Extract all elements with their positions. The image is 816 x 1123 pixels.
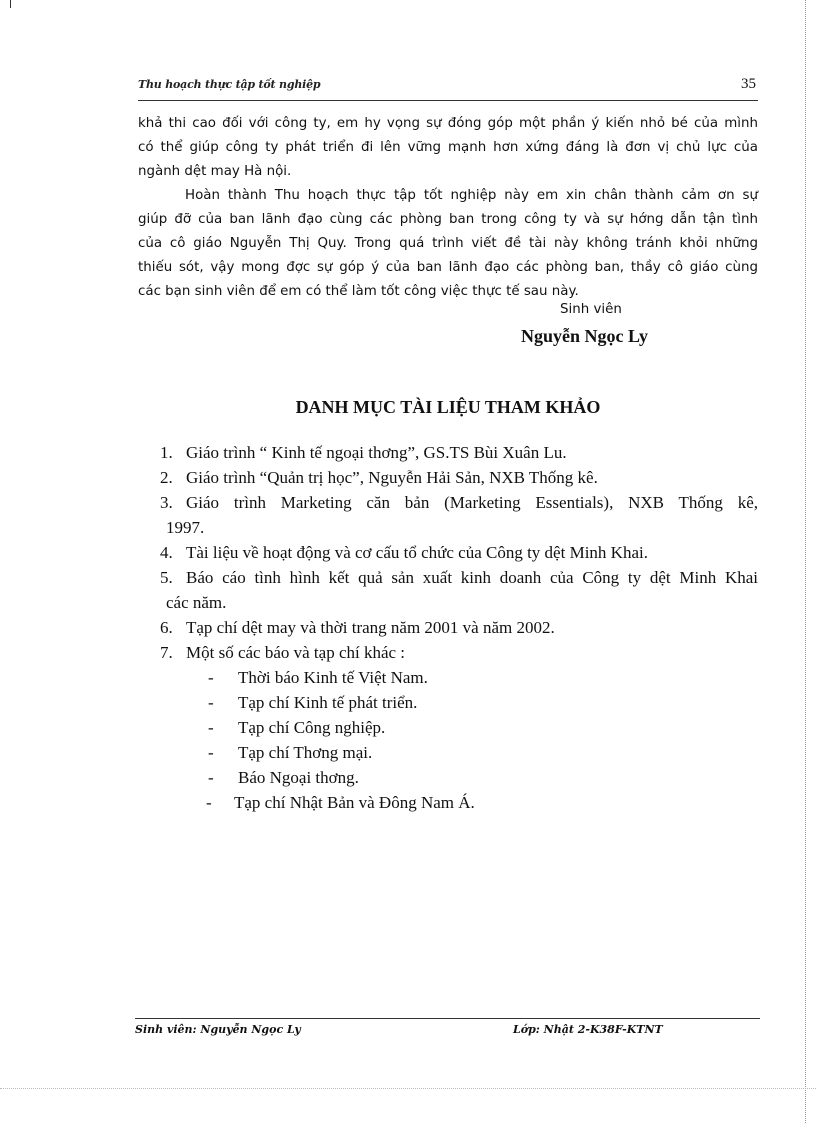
dash-bullet: - — [208, 743, 214, 762]
dash-bullet: - — [206, 793, 212, 812]
sub-item-text: Tạp chí Thơng mại. — [238, 743, 373, 762]
sub-list-item — [160, 740, 758, 765]
sub-item-text: Báo Ngoại thơng. — [238, 768, 359, 787]
signature-role: Sinh viên — [560, 302, 622, 317]
corner-mark — [0, 0, 11, 8]
paragraph-conclusion — [138, 112, 758, 184]
reference-item — [160, 640, 758, 815]
sub-item-text: Tạp chí Công nghiệp. — [238, 718, 386, 737]
sub-list — [160, 665, 758, 815]
page-bottom-line — [0, 1087, 816, 1089]
references-list — [160, 440, 758, 815]
paragraph-thanks — [138, 184, 758, 304]
reference-text: Tài liệu về hoạt động và cơ cấu tổ chức của Công ty dệt Minh Khai. — [186, 543, 648, 562]
text-line: của cô giáo Nguyễn Thị Quy. Trong quá trình viết đề tài này không tránh khỏi những — [138, 236, 758, 251]
text-line: ngành dệt may Hà nội. — [138, 164, 292, 179]
text-line: thiếu sót, vậy mong đợc sự góp ý của ban lãnh đạo các phòng ban, thầy cô giáo cùng — [138, 260, 758, 275]
page-header — [138, 76, 758, 101]
reference-number: 5. — [160, 568, 173, 587]
reference-number: 3. — [160, 493, 173, 512]
reference-text: Một số các báo và tạp chí khác : — [186, 643, 406, 662]
page-footer — [135, 1018, 760, 1041]
sub-list-item — [160, 715, 758, 740]
reference-text: Giáo trình “Quản trị học”, Nguyễn Hải Sản, NXB Thống kê. — [186, 468, 598, 487]
reference-item — [160, 615, 758, 640]
reference-item — [160, 465, 758, 490]
page-number: 35 — [741, 76, 756, 92]
sub-list-item — [160, 665, 758, 690]
reference-item — [160, 490, 758, 540]
reference-number: 1. — [160, 443, 173, 462]
reference-number: 2. — [160, 468, 173, 487]
reference-number: 6. — [160, 618, 173, 637]
text-line: các bạn sinh viên để em có thể làm tốt công việc thực tế sau này. — [138, 284, 579, 299]
page-edge-line — [804, 0, 806, 1123]
sub-item-text: Tạp chí Nhật Bản và Đông Nam Á. — [234, 793, 475, 812]
dash-bullet: - — [208, 718, 214, 737]
footer-class: Lớp: Nhật 2-K38F-KTNT — [513, 1023, 663, 1036]
reference-item — [160, 565, 758, 615]
sub-item-text: Thời báo Kinh tế Việt Nam. — [238, 668, 428, 687]
dash-bullet: - — [208, 668, 214, 687]
header-title: Thu hoạch thực tập tốt nghiệp — [138, 78, 321, 91]
signature-name: Nguyễn Ngọc Ly — [521, 326, 649, 346]
reference-text: Tạp chí dệt may và thời trang năm 2001 và năm 2002. — [186, 618, 555, 637]
reference-text: Giáo trình “ Kinh tế ngoại thơng”, GS.TS Bùi Xuân Lu. — [186, 443, 567, 462]
reference-text-continued: các năm. — [166, 593, 227, 612]
sub-list-item — [160, 790, 758, 815]
references-title: DANH MỤC TÀI LIỆU THAM KHẢO — [295, 397, 601, 417]
sub-item-text: Tạp chí Kinh tế phát triển. — [238, 693, 418, 712]
reference-text: Giáo trình Marketing căn bản (Marketing Essentials), NXB Thống kê, — [186, 493, 758, 512]
reference-number: 7. — [160, 643, 173, 662]
sub-list-item — [160, 690, 758, 715]
text-line: khả thi cao đối với công ty, em hy vọng sự đóng góp một phần ý kiến nhỏ bé của mình — [138, 116, 758, 131]
reference-item — [160, 540, 758, 565]
reference-item — [160, 440, 758, 465]
reference-text-continued: 1997. — [166, 518, 205, 537]
dash-bullet: - — [208, 768, 214, 787]
dash-bullet: - — [208, 693, 214, 712]
reference-text: Báo cáo tình hình kết quả sản xuất kinh doanh của Công ty dệt Minh Khai — [186, 568, 758, 587]
footer-student: Sinh viên: Nguyễn Ngọc Ly — [135, 1023, 301, 1036]
text-line: giúp đỡ của ban lãnh đạo cùng các phòng ban trong công ty và sự hớng dẫn tận tình — [138, 212, 758, 227]
reference-number: 4. — [160, 543, 173, 562]
text-line: có thể giúp công ty phát triển đi lên vững mạnh hơn xứng đáng là đơn vị chủ lực của — [138, 140, 758, 155]
sub-list-item — [160, 765, 758, 790]
text-line: Hoàn thành Thu hoạch thực tập tốt nghiệp này em xin chân thành cảm ơn sự — [185, 188, 758, 203]
